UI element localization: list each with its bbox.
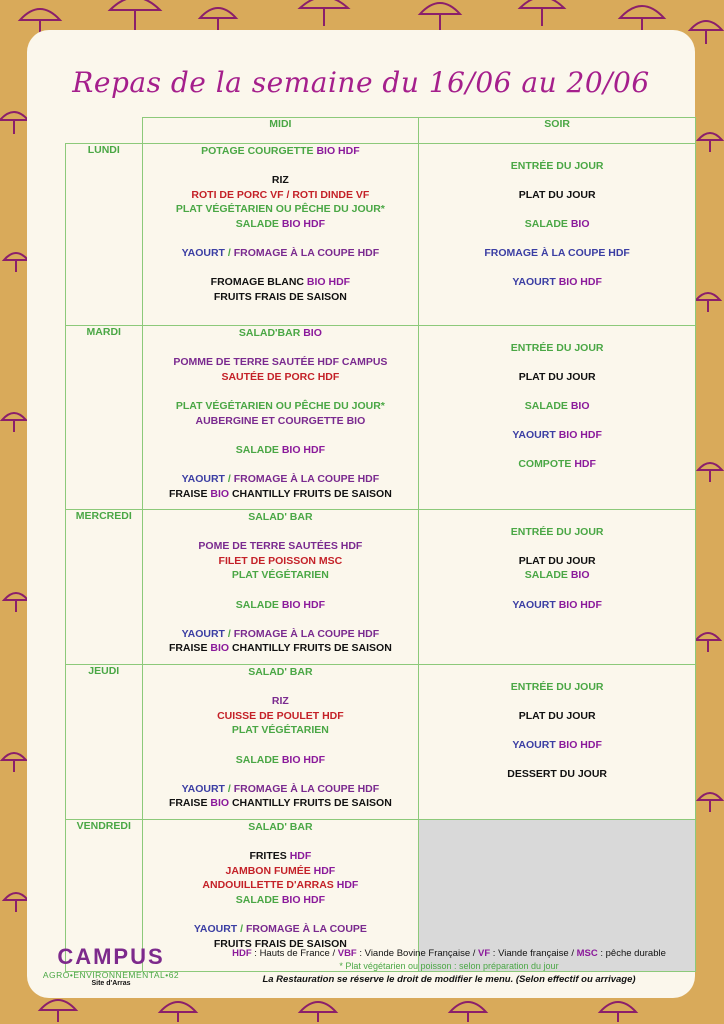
menu-item-text: YAOURT: [512, 276, 559, 289]
menu-item-text: YAOURT: [181, 627, 228, 640]
menu-item: [143, 568, 419, 583]
menu-item: [143, 723, 419, 738]
menu-item: [143, 202, 419, 217]
column-header-midi: MIDI: [142, 118, 419, 144]
menu-item: [419, 457, 695, 472]
logo-site: Site d'Arras: [91, 980, 131, 987]
menu-item-text: FROMAGE À LA COUPE HDF: [233, 472, 380, 485]
menu-item: [419, 568, 695, 583]
menu-spacer: [143, 908, 419, 923]
menu-item: [419, 188, 695, 203]
menu-item: [143, 753, 419, 768]
menu-item: [419, 246, 695, 261]
menu-item-text: FRAISE: [168, 487, 211, 500]
menu-item: [419, 680, 695, 695]
menu-item-text: FROMAGE À LA COUPE: [245, 923, 367, 936]
menu-item: [143, 782, 419, 797]
menu-spacer: [419, 665, 695, 680]
menu-item-text: SAUTÉE DE PORC HDF: [221, 370, 340, 383]
day-label: LUNDI: [66, 144, 143, 326]
legend-footnote: * Plat végétarien ou poisson : selon préparation du jour: [339, 961, 559, 971]
menu-item: [143, 510, 419, 525]
menu-spacer: [143, 835, 419, 850]
menu-item: [143, 399, 419, 414]
logo-wordmark: CAMPUS: [57, 944, 165, 969]
menu-item: [143, 217, 419, 232]
menu-item-text: BIO HDF: [306, 276, 351, 289]
menu-spacer: [419, 173, 695, 188]
soir-cell: [419, 144, 696, 326]
menu-item-text: /: [227, 627, 234, 640]
day-label: VENDREDI: [66, 820, 143, 972]
menu-item-text: YAOURT: [512, 429, 559, 442]
day-row-lundi: [66, 144, 696, 326]
menu-item: [143, 246, 419, 261]
menu-item: [143, 878, 419, 893]
column-header-soir: SOIR: [419, 118, 696, 144]
weekly-menu-table: [65, 117, 696, 972]
menu-spacer: [419, 694, 695, 709]
page-title: Repas de la semaine du 16/06 au 20/06: [72, 66, 650, 99]
menu-item: [143, 820, 419, 835]
menu-item-text: CHANTILLY FRUITS DE SAISON: [229, 642, 392, 655]
menu-spacer: [143, 738, 419, 753]
menu-spacer: [419, 384, 695, 399]
menu-item-text: BIO: [210, 797, 230, 810]
menu-item-text: YAOURT: [181, 782, 228, 795]
day-row-mercredi: [66, 510, 696, 665]
menu-item-text: ENTRÉE DU JOUR: [510, 341, 604, 354]
day-label: MARDI: [66, 326, 143, 510]
menu-item-text: CUISSE DE POULET HDF: [217, 709, 344, 722]
menu-item-text: RIZ: [271, 695, 289, 708]
menu-item-text: SALADE: [524, 399, 571, 412]
menu-item: [143, 627, 419, 642]
menu-item: [143, 370, 419, 385]
menu-item-text: BIO HDF: [558, 598, 602, 611]
menu-item-text: PLAT DU JOUR: [518, 554, 596, 567]
menu-item-text: FROMAGE BLANC: [210, 276, 307, 289]
menu-item-text: /: [227, 247, 234, 260]
menu-item-text: SALAD' BAR: [248, 666, 313, 678]
menu-item: [143, 355, 419, 370]
menu-item-text: FRUITS FRAIS DE SAISON: [213, 290, 347, 303]
menu-item: [143, 893, 419, 908]
menu-item-text: POMME DE TERRE SAUTÉE HDF CAMPUS: [173, 356, 388, 369]
menu-item-text: POME DE TERRE SAUTÉES HDF: [198, 540, 363, 553]
legend-text: MSC: [576, 948, 598, 959]
menu-item: [143, 443, 419, 458]
menu-item-text: YAOURT: [181, 247, 228, 260]
menu-item: [419, 525, 695, 540]
menu-spacer: [419, 443, 695, 458]
menu-item: [143, 641, 419, 656]
menu-item-text: SALADE: [524, 217, 571, 230]
menu-item-text: BIO: [303, 327, 322, 339]
menu-item-text: SALADE: [235, 753, 282, 766]
menu-item: [419, 767, 695, 782]
menu-item-text: SALADE: [235, 893, 282, 906]
menu-card: [27, 30, 695, 998]
menu-item-text: SALAD' BAR: [248, 821, 313, 833]
menu-spacer: [419, 723, 695, 738]
menu-item-text: CHANTILLY FRUITS DE SAISON: [229, 487, 392, 500]
menu-spacer: [419, 510, 695, 525]
menu-item: [143, 598, 419, 613]
menu-item: [419, 341, 695, 356]
soir-cell: [419, 665, 696, 820]
menu-spacer: [143, 159, 419, 174]
menu-item: [419, 428, 695, 443]
menu-item-text: DESSERT DU JOUR: [507, 768, 607, 781]
menu-item: [419, 370, 695, 385]
midi-cell: [142, 510, 419, 665]
menu-item-text: BIO HDF: [281, 893, 325, 906]
menu-item-text: FRAISE: [168, 642, 211, 655]
menu-item-text: BIO HDF: [281, 598, 325, 611]
menu-item-text: BIO HDF: [281, 217, 325, 230]
menu-item: [143, 326, 419, 341]
header-row: [66, 118, 696, 144]
menu-item: [419, 399, 695, 414]
menu-item-text: /: [227, 472, 234, 485]
legend-text: HDF: [232, 948, 252, 959]
menu-item-text: HDF: [336, 879, 359, 892]
menu-spacer: [143, 428, 419, 443]
soir-cell: [419, 510, 696, 665]
legend: [204, 948, 694, 985]
menu-item-text: SALADE: [524, 569, 571, 582]
menu-item-text: BIO: [210, 487, 230, 500]
menu-item-text: FROMAGE À LA COUPE HDF: [233, 782, 380, 795]
menu-item: [419, 598, 695, 613]
menu-spacer: [143, 384, 419, 399]
legend-text: : Viande Bovine Française /: [356, 948, 479, 959]
menu-spacer: [419, 326, 695, 341]
menu-spacer: [419, 753, 695, 768]
header-corner: [66, 118, 143, 144]
menu-item-text: SALAD' BAR: [248, 511, 313, 523]
menu-item: [143, 290, 419, 305]
legend-abbreviations: [204, 948, 694, 959]
menu-spacer: [143, 680, 419, 695]
menu-item-text: FRAISE: [168, 797, 211, 810]
menu-item-text: BIO: [570, 569, 590, 582]
legend-disclaimer: La Restauration se réserve le droit de modifier le menu. (Selon effectif ou arrivage): [262, 974, 636, 985]
menu-item: [419, 554, 695, 569]
menu-spacer: [143, 612, 419, 627]
menu-spacer: [143, 261, 419, 276]
menu-item-text: HDF: [574, 458, 596, 471]
menu-item: [419, 217, 695, 232]
menu-item: [419, 738, 695, 753]
menu-item: [143, 922, 419, 937]
menu-item-text: ENTRÉE DU JOUR: [510, 159, 604, 172]
menu-item: [143, 849, 419, 864]
menu-spacer: [143, 583, 419, 598]
menu-item-text: SALAD'BAR: [238, 327, 304, 339]
menu-item-text: BIO HDF: [558, 276, 602, 289]
legend-text: : Hauts de France /: [251, 948, 338, 959]
menu-item-text: POTAGE COURGETTE: [201, 145, 317, 157]
menu-item-text: BIO HDF: [281, 753, 325, 766]
menu-item-text: JAMBON FUMÉE: [225, 864, 314, 877]
menu-spacer: [143, 767, 419, 782]
menu-item-text: BIO: [570, 399, 590, 412]
menu-item-text: /: [227, 782, 234, 795]
menu-spacer: [419, 414, 695, 429]
menu-item-text: PLAT VÉGÉTARIEN: [231, 724, 329, 737]
menu-item-text: SALADE: [235, 598, 282, 611]
menu-spacer: [419, 539, 695, 554]
menu-item: [419, 275, 695, 290]
menu-item-text: BIO HDF: [281, 443, 325, 456]
menu-item-text: FILET DE POISSON MSC: [218, 554, 343, 567]
menu-item: [143, 694, 419, 709]
menu-item-text: RIZ: [271, 174, 289, 187]
campus-logo: [36, 944, 186, 987]
menu-item-text: BIO: [570, 217, 590, 230]
menu-item-text: PLAT DU JOUR: [518, 188, 596, 201]
menu-item: [143, 144, 419, 159]
menu-item-text: BIO HDF: [558, 738, 602, 751]
menu-item-text: /: [240, 923, 246, 936]
menu-item-text: PLAT VÉGÉTARIEN OU PÊCHE DU JOUR*: [175, 203, 385, 216]
menu-item: [143, 414, 419, 429]
menu-spacer: [419, 144, 695, 159]
day-row-mardi: [66, 326, 696, 510]
legend-text: VF: [478, 948, 491, 959]
midi-cell: [142, 665, 419, 820]
menu-item-text: BIO HDF: [316, 145, 360, 157]
menu-item: [143, 173, 419, 188]
menu-spacer: [419, 261, 695, 276]
menu-spacer: [143, 457, 419, 472]
legend-text: : Viande française /: [490, 948, 577, 959]
menu-item-text: ROTI DE PORC VF / ROTI DINDE VF: [191, 188, 370, 201]
menu-spacer: [419, 232, 695, 247]
menu-item-text: FRITES: [249, 850, 290, 863]
menu-item-text: FROMAGE À LA COUPE HDF: [233, 627, 380, 640]
menu-item-text: PLAT VÉGÉTARIEN OU PÊCHE DU JOUR*: [175, 399, 385, 412]
menu-item-text: FROMAGE À LA COUPE HDF: [484, 247, 630, 260]
menu-item: [143, 796, 419, 811]
menu-item-text: COMPOTE: [518, 458, 575, 471]
menu-item: [143, 539, 419, 554]
soir-cell: [419, 326, 696, 510]
menu-item: [143, 709, 419, 724]
menu-item-text: SALADE: [235, 217, 282, 230]
menu-item-text: PLAT DU JOUR: [518, 709, 596, 722]
menu-spacer: [419, 355, 695, 370]
menu-item-text: HDF: [313, 864, 336, 877]
menu-spacer: [143, 525, 419, 540]
menu-item-text: BIO: [210, 642, 230, 655]
menu-item-text: SALADE: [235, 443, 282, 456]
menu-spacer: [143, 341, 419, 356]
menu-item-text: ENTRÉE DU JOUR: [510, 525, 604, 538]
day-label: MERCREDI: [66, 510, 143, 665]
menu-item-text: FRUITS FRAIS DE SAISON: [213, 937, 347, 950]
menu-item: [143, 472, 419, 487]
logo-subtitle: AGRO•ENVIRONNEMENTAL•62: [42, 970, 180, 980]
menu-item-text: YAOURT: [193, 923, 241, 936]
menu-item: [143, 554, 419, 569]
menu-item-text: BIO HDF: [558, 429, 602, 442]
menu-item-text: YAOURT: [512, 598, 559, 611]
menu-item: [419, 709, 695, 724]
menu-item: [143, 864, 419, 879]
menu-item-text: YAOURT: [512, 738, 559, 751]
menu-item-text: CHANTILLY FRUITS DE SAISON: [229, 797, 392, 810]
menu-item-text: YAOURT: [181, 472, 228, 485]
menu-spacer: [419, 202, 695, 217]
menu-spacer: [419, 583, 695, 598]
menu-item: [419, 159, 695, 174]
menu-item-text: ANDOUILLETTE D'ARRAS: [202, 879, 337, 892]
menu-item-text: HDF: [289, 850, 312, 863]
menu-item-text: FROMAGE À LA COUPE HDF: [233, 247, 380, 260]
menu-item-text: ENTRÉE DU JOUR: [510, 680, 604, 693]
menu-item-text: PLAT DU JOUR: [518, 370, 596, 383]
day-label: JEUDI: [66, 665, 143, 820]
midi-cell: [142, 326, 419, 510]
menu-item: [143, 487, 419, 502]
menu-item-text: AUBERGINE ET COURGETTE BIO: [195, 414, 366, 427]
menu-item: [143, 275, 419, 290]
legend-text: VBF: [337, 948, 357, 959]
day-row-jeudi: [66, 665, 696, 820]
menu-item: [143, 665, 419, 680]
menu-item-text: PLAT VÉGÉTARIEN: [231, 569, 329, 582]
menu-spacer: [143, 232, 419, 247]
midi-cell: [142, 144, 419, 326]
legend-text: : pêche durable: [597, 948, 666, 959]
menu-item: [143, 188, 419, 203]
